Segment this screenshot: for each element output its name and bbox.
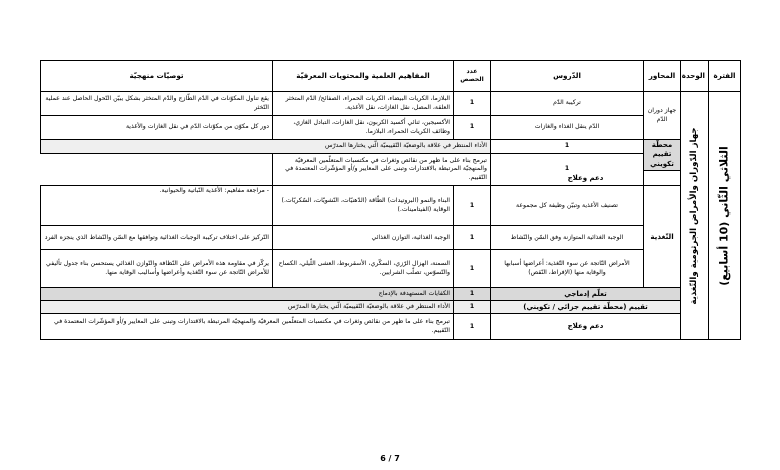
unit-cell: [681, 92, 709, 340]
recommendation-cell: - مراجعة مفاهيم: الأغذية النّباتية والحيوانية.: [41, 186, 273, 226]
concepts-cell: الوجبة الغذائية، التوازن الغذائي: [273, 226, 454, 250]
unit-label: جهاز الدّوران والأمراض الجرثومية والتّغذية: [688, 127, 699, 305]
expected-performance-text: الأداء المنتظر في علاقة بالوضعيّة التّقييميّة الّتي يختارها المدرّس: [41, 301, 454, 314]
sessions-cell: 1: [454, 301, 491, 314]
recommendation-cell: دور كل مكوّن من مكوّنات الدّم في نقل الغازات والأغذية: [41, 116, 273, 140]
expected-performance-text: الأداء المنتظر في علاقة بالوضعيّة التّقييميّة الّتي يختارها المدرّس: [41, 140, 491, 154]
lesson-cell: الأمراض النّاتجة عن سوء التّغذية: أعراضها أسبابها والوقاية منها (الإفراط، النّقص): [491, 250, 644, 288]
table-row: [41, 140, 741, 154]
lesson-cell: تركيبة الدّم: [491, 92, 644, 116]
integration-text: الكفايات المستهدفة بالإدماج: [41, 288, 454, 301]
table-row: [41, 186, 741, 226]
sessions-cell: 1: [454, 116, 491, 140]
sessions-cell: 1: [454, 226, 491, 250]
concepts-cell: السمنة، الهزال الرّزي، السكّري، الأسقربوط، العشى اللّيلي، الكساح والتّسوّس، تصلّب الشرايين.: [273, 250, 454, 288]
sessions-cell: 1: [454, 314, 491, 340]
period-cell: [709, 92, 741, 340]
curriculum-table: [40, 60, 741, 340]
header-period: الفترة: [709, 61, 741, 92]
table-row: [41, 301, 741, 314]
sessions-cell: 1: [454, 92, 491, 116]
lesson-assessment: تقييم (محطّة تقييم جزائي / تكويني): [491, 301, 681, 314]
remediation-text: تبرمج بناء على ما ظهر من نقائص وثغرات في مكتسبات المتعلّمين المعرفيّة والمنهجيّة المرتبطة بالاقتدارات وتبنى على المعايير و/أو المؤشّرات المعتمدة في التّقييم.: [273, 154, 491, 186]
concepts-cell: الأكسيجين، ثنائي أكسيد الكربون، نقل الغازات، التبادل الغازي، وظائف الكريات الحمراء، البلازما.: [273, 116, 454, 140]
table-row: [41, 250, 741, 288]
lesson-integration: تعلّم إدماجي: [491, 288, 681, 301]
sessions-cell: 1: [491, 154, 644, 186]
recommendation-cell: يقع تناول المكوّنات في الدّم الطّازج والدّم المتخثر بشكل يبيّن التّحول الحاصل عند عملية التّخثر: [41, 92, 273, 116]
table-row: [41, 288, 741, 301]
sessions-cell: 1: [454, 250, 491, 288]
header-concepts: المفاهيم العلمية والمحتويات المعرفيّة: [273, 61, 454, 92]
sessions-cell: 1: [454, 186, 491, 226]
sessions-cell: 1: [454, 288, 491, 301]
lesson-cell: الدّم ينقل الغذاء والغازات: [491, 116, 644, 140]
table-row: [41, 226, 741, 250]
recommendation-cell: التّركيز على اختلاف تركيبة الوجبات الغذائية وتوافقها مع السّن والنّشاط الذي ينجزه الفرد: [41, 226, 273, 250]
remediation-text: تبرمج بناء على ما ظهر من نقائص وثغرات في مكتسبات المتعلّمين المعرفيّة والمنهجيّة المرتبطة بالاقتدارات وتبنى على المعايير و/أو المؤشّرات المعتمدة في التّقييم.: [41, 314, 454, 340]
table-header-row: [41, 61, 741, 92]
table-row: [41, 92, 741, 116]
lesson-remediation: دعم وعلاج: [491, 171, 681, 186]
page-number: 6 / 7: [380, 454, 400, 463]
lesson-cell: الوجبة الغذائية المتوازنة وفق السّن والنّشاط: [491, 226, 644, 250]
header-sessions: عدد الحصص: [454, 61, 491, 92]
lesson-remediation: دعم وعلاج: [491, 314, 681, 340]
header-axis: المحاور: [644, 61, 681, 92]
lesson-formative-assessment: محطّة تقييم تكويني: [644, 140, 681, 171]
table-row: [41, 116, 741, 140]
header-recommendations: توصيّات منهجيّة: [41, 61, 273, 92]
axis-nutrition: التّغذية: [644, 186, 681, 288]
recommendation-cell: يركّز في مقاومة هذه الأمراض على النّظافة والتّوازن الغذائي يستحسن بناء جدول تأليفي للأمراض النّاتجة عن سوء التّغذية وأعراضها وأساليب الوقاية منها.: [41, 250, 273, 288]
header-unit: الوحدة: [681, 61, 709, 92]
table-row: [41, 154, 741, 171]
concepts-cell: البناء والنمو (البروتيدات) الطّاقة (الدّهنيّات، النّشويّات، السّكريّات.) الوقاية (الفيتامينات.): [273, 186, 454, 226]
axis-circulation: جهاز دوران الدّم: [644, 92, 681, 140]
period-label: الثلاثي الثّاني (10 أسابيع): [717, 145, 731, 286]
concepts-cell: البلازما، الكريات البيضاء، الكريات الحمراء، الصفائح/ الدّم المتخثر العلقة، المصل، نقل الغازات، نقل الأغذية.: [273, 92, 454, 116]
table-row: [41, 314, 741, 340]
sessions-cell: 1: [491, 140, 644, 154]
lesson-cell: تصنيف الأغذية وتبيّن وظيفة كل مجموعة: [491, 186, 644, 226]
header-lessons: الدّروس: [491, 61, 644, 92]
